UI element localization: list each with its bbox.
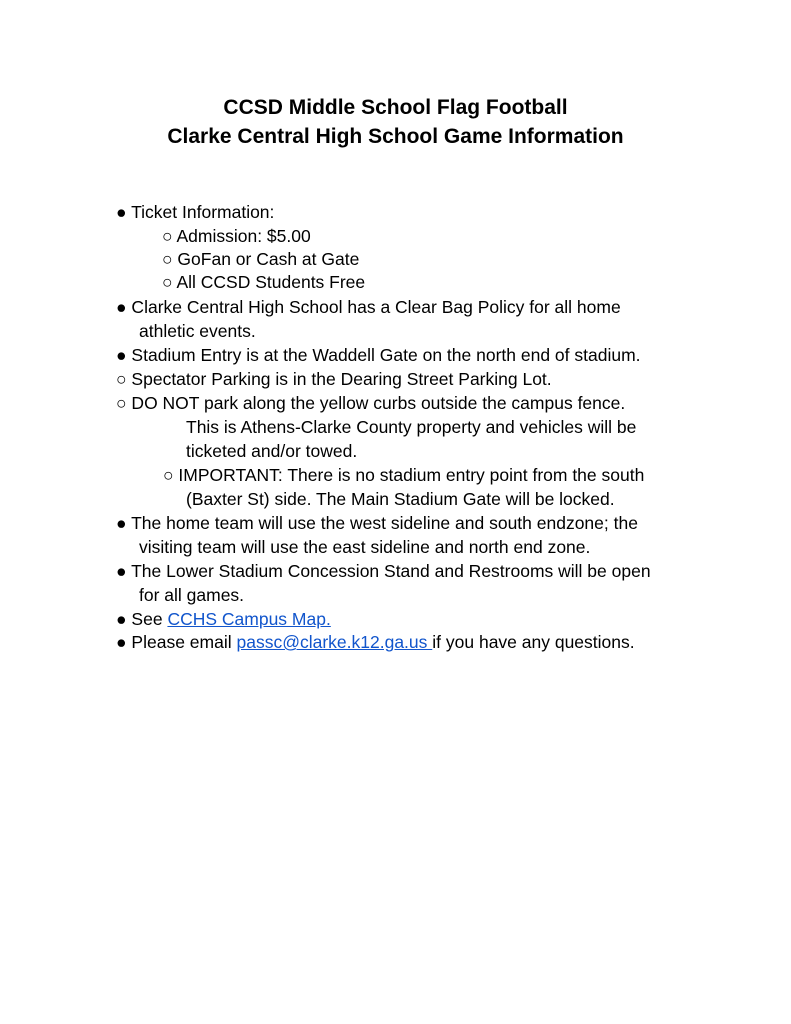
- no-parking-line1: ○ DO NOT park along the yellow curbs outside the campus fence.: [116, 393, 626, 413]
- email-prefix: ● Please email: [116, 632, 237, 652]
- ticket-info-heading: ● Ticket Information:: [116, 202, 275, 222]
- email-item: [116, 630, 635, 654]
- concession-line1: ● The Lower Stadium Concession Stand and Restrooms will be open: [116, 561, 651, 581]
- stadium-entry-item: ● Stadium Entry is at the Waddell Gate on the north end of stadium.: [116, 345, 641, 365]
- no-parking-line3: ticketed and/or towed.: [186, 441, 358, 461]
- admission-item: ○ Admission: $5.00: [162, 226, 311, 246]
- gofan-item: ○ GoFan or Cash at Gate: [162, 249, 360, 269]
- clear-bag-policy-line2: athletic events.: [139, 321, 256, 341]
- see-prefix: ● See: [116, 609, 168, 629]
- email-link[interactable]: passc@clarke.k12.ga.us: [236, 632, 433, 652]
- email-suffix: if you have any questions.: [432, 632, 635, 652]
- home-team-line2: visiting team will use the east sideline and north end zone.: [139, 537, 591, 557]
- document-title-line2: Clarke Central High School Game Information: [167, 125, 624, 148]
- no-parking-line2: This is Athens-Clarke County property and vehicles will be: [186, 417, 637, 437]
- clear-bag-policy-line1: ● Clarke Central High School has a Clear Bag Policy for all home: [116, 297, 621, 317]
- document-title-line1: CCSD Middle School Flag Football: [223, 96, 568, 119]
- important-line2: (Baxter St) side. The Main Stadium Gate will be locked.: [186, 489, 615, 509]
- spectator-parking-item: ○ Spectator Parking is in the Dearing Street Parking Lot.: [116, 369, 552, 389]
- important-line1: ○ IMPORTANT: There is no stadium entry point from the south: [163, 465, 645, 485]
- home-team-line1: ● The home team will use the west sideline and south endzone; the: [116, 513, 638, 533]
- campus-map-item: [116, 607, 331, 631]
- campus-map-link[interactable]: CCHS Campus Map.: [167, 609, 331, 629]
- students-free-item: ○ All CCSD Students Free: [162, 272, 366, 292]
- concession-line2: for all games.: [139, 585, 245, 605]
